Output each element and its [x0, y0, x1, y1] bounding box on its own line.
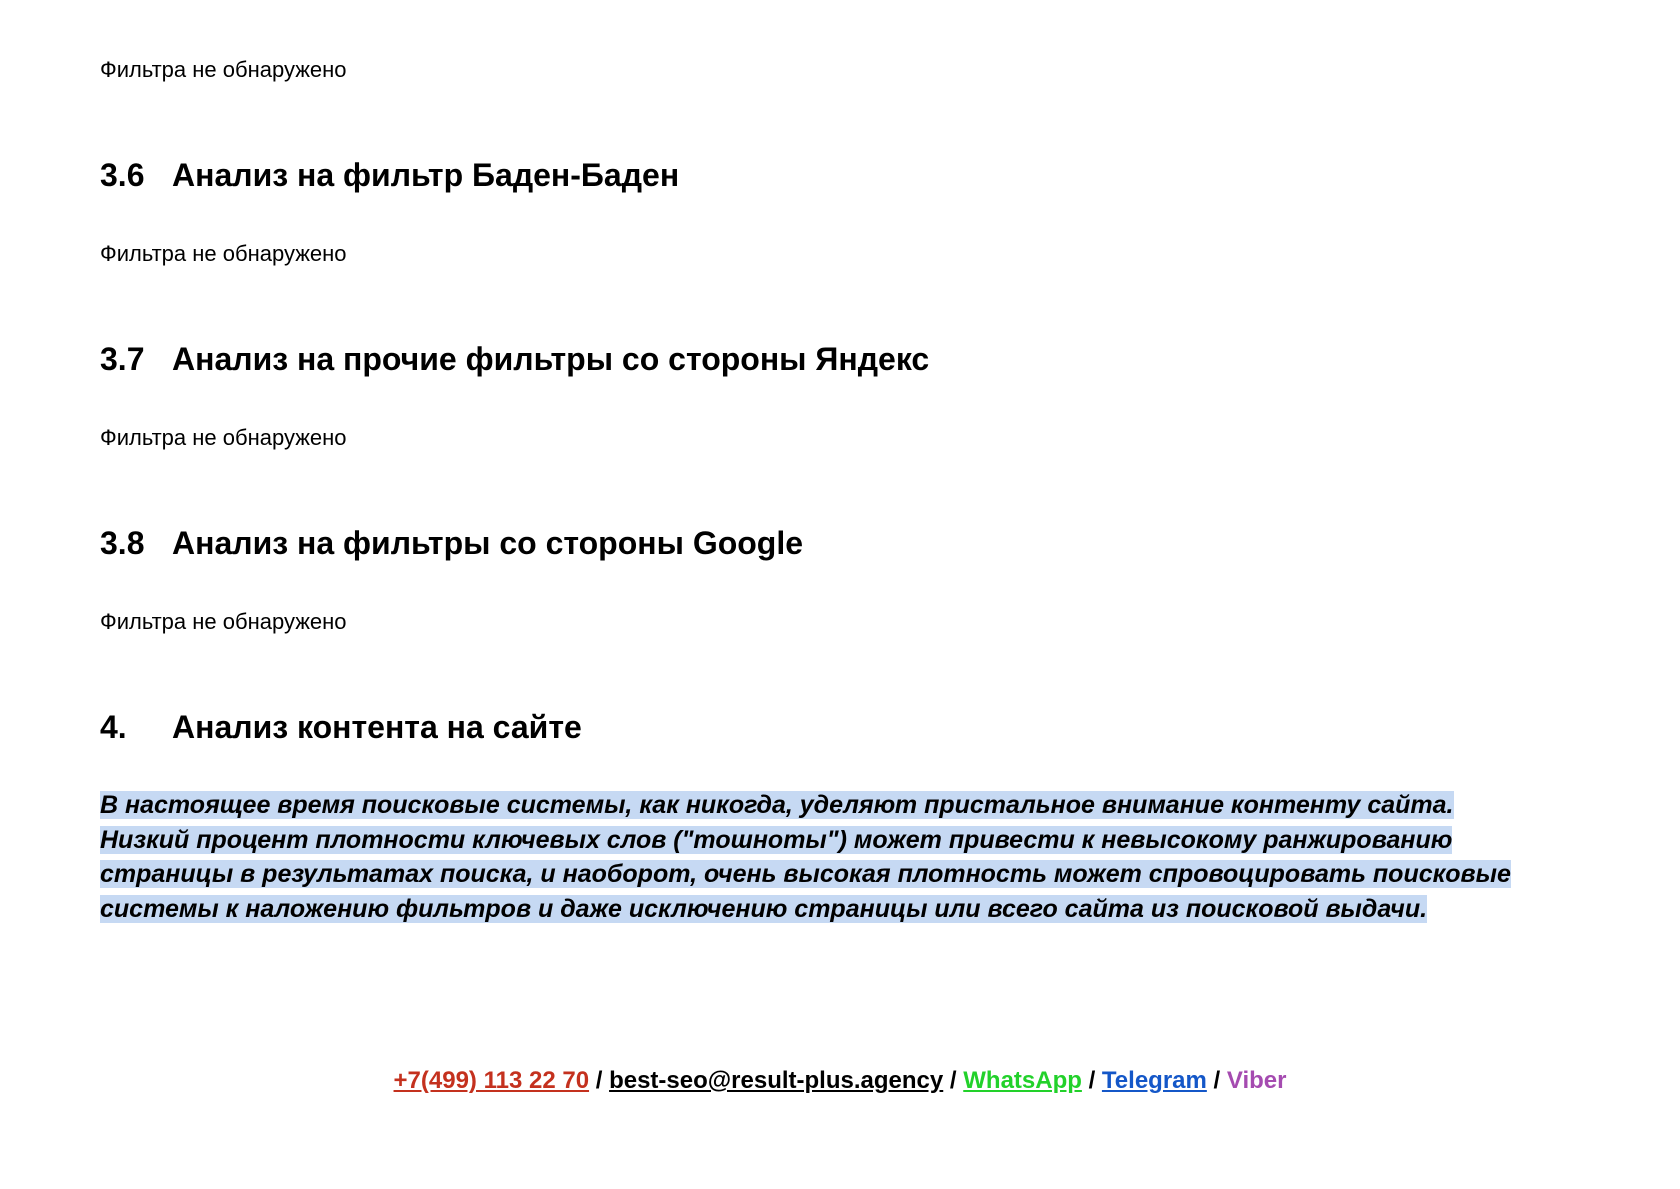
- footer-separator: /: [1213, 1067, 1221, 1094]
- telegram-link[interactable]: Telegram: [1101, 1067, 1207, 1094]
- footer-separator: /: [949, 1067, 957, 1094]
- viber-label: Viber: [1226, 1067, 1287, 1094]
- heading-number: 3.6: [100, 157, 145, 193]
- footer-separator: /: [595, 1067, 603, 1094]
- heading-title: Анализ на прочие фильтры со стороны Яндекс: [172, 341, 930, 377]
- heading-number: 3.8: [100, 525, 145, 561]
- filter-status-3-8: Фильтра не обнаружено: [100, 609, 347, 634]
- filter-status-3-7: Фильтра не обнаружено: [100, 425, 347, 450]
- whatsapp-link[interactable]: WhatsApp: [963, 1067, 1082, 1094]
- contact-footer: [0, 1065, 1680, 1097]
- heading-3-8: [100, 523, 803, 563]
- phone-link[interactable]: +7(499) 113 22 70: [393, 1067, 590, 1094]
- heading-title: Анализ на фильтры со стороны Google: [172, 525, 804, 561]
- filter-status-previous: Фильтра не обнаружено: [100, 57, 347, 82]
- heading-4: [100, 707, 582, 747]
- heading-title: Анализ на фильтр Баден-Баден: [172, 157, 680, 193]
- heading-number: 3.7: [100, 341, 145, 377]
- heading-number: 4.: [100, 709, 127, 745]
- selected-text-highlight: В настоящее время поисковые системы, как никогда, уделяют пристальное внимание контенту сайта. Низкий процент плотности ключевых слов ("тошноты") может привести к невысокому ранжированию страницы в результатах поиска, и наоборот, очень высокая плотность может спровоцировать поисковые системы к наложению фильтров и даже исключению страницы или всего сайта из поисковой выдачи.: [100, 791, 1511, 923]
- heading-3-7: [100, 339, 929, 379]
- filter-status-3-6: Фильтра не обнаружено: [100, 241, 347, 266]
- heading-title: Анализ контента на сайте: [172, 709, 582, 745]
- heading-3-6: [100, 155, 679, 195]
- email-link[interactable]: best-seo@result-plus.agency: [609, 1067, 944, 1094]
- footer-separator: /: [1088, 1067, 1096, 1094]
- content-intro-paragraph: [100, 788, 1540, 926]
